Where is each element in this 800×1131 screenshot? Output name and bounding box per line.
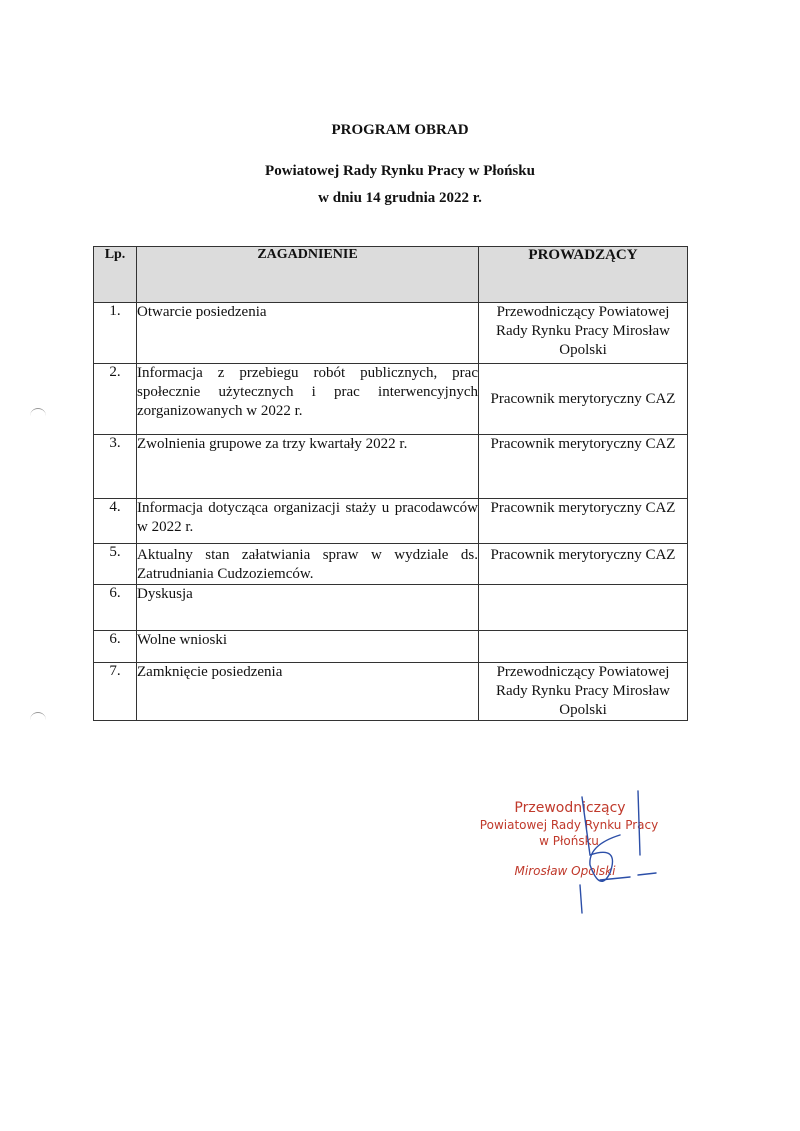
row-leader: Przewodniczący Powiatowej Rady Rynku Pracy Mirosław Opolski [479,303,688,364]
stamp-name: Mirosław Opolski [514,864,616,878]
row-leader: Przewodniczący Powiatowej Rady Rynku Pracy Mirosław Opolski [479,663,688,721]
table-row [94,499,688,544]
header-leader: PROWADZĄCY [479,247,688,303]
row-leader [479,585,688,631]
row-leader: Pracownik merytoryczny CAZ [479,544,688,585]
row-topic: Wolne wnioski [137,631,479,663]
row-number: 5. [94,544,137,585]
table-row [94,631,688,663]
row-number: 6. [94,631,137,663]
row-number: 4. [94,499,137,544]
header-topic: ZAGADNIENIE [137,247,479,303]
row-leader: Pracownik merytoryczny CAZ [479,364,688,435]
row-number: 2. [94,364,137,435]
table-row [94,544,688,585]
document-date: w dniu 14 grudnia 2022 r. [318,190,482,206]
row-topic: Informacja dotycząca organizacji staży u pracodawców w 2022 r. [137,499,479,544]
stamp-line-3: w Płońsku [539,834,599,848]
row-number: 3. [94,435,137,499]
row-leader: Pracownik merytoryczny CAZ [479,435,688,499]
table-row [94,585,688,631]
stamp-line-2: Powiatowej Rady Rynku Pracy [479,818,659,832]
document-title: PROGRAM OBRAD [331,122,469,138]
row-topic: Zamknięcie posiedzenia [137,663,479,721]
row-leader [479,631,688,663]
row-topic: Zwolnienia grupowe za trzy kwartały 2022 r. [137,435,479,499]
table-row [94,364,688,435]
table-row [94,663,688,721]
stamp-line-1: Przewodniczący [514,800,626,816]
agenda-table [93,246,688,721]
row-topic: Aktualny stan załatwiania spraw w wydziale ds. Zatrudniania Cudzoziemców. [137,544,479,585]
row-number: 7. [94,663,137,721]
row-number: 1. [94,303,137,364]
punch-hole-mark [30,408,46,419]
table-row [94,303,688,364]
row-number: 6. [94,585,137,631]
punch-hole-mark [30,712,46,723]
row-leader: Pracownik merytoryczny CAZ [479,499,688,544]
row-topic: Informacja z przebiegu robót publicznych, prac społecznie użytecznych i prac interwencyjnych zorganizowanych w 2022 r. [137,364,479,435]
handwritten-signature [560,785,660,915]
table-header-row [94,247,688,303]
row-topic: Otwarcie posiedzenia [137,303,479,364]
header-lp: Lp. [94,247,137,303]
row-topic: Dyskusja [137,585,479,631]
table-row [94,435,688,499]
document-subtitle: Powiatowej Rady Rynku Pracy w Płońsku [265,163,535,179]
